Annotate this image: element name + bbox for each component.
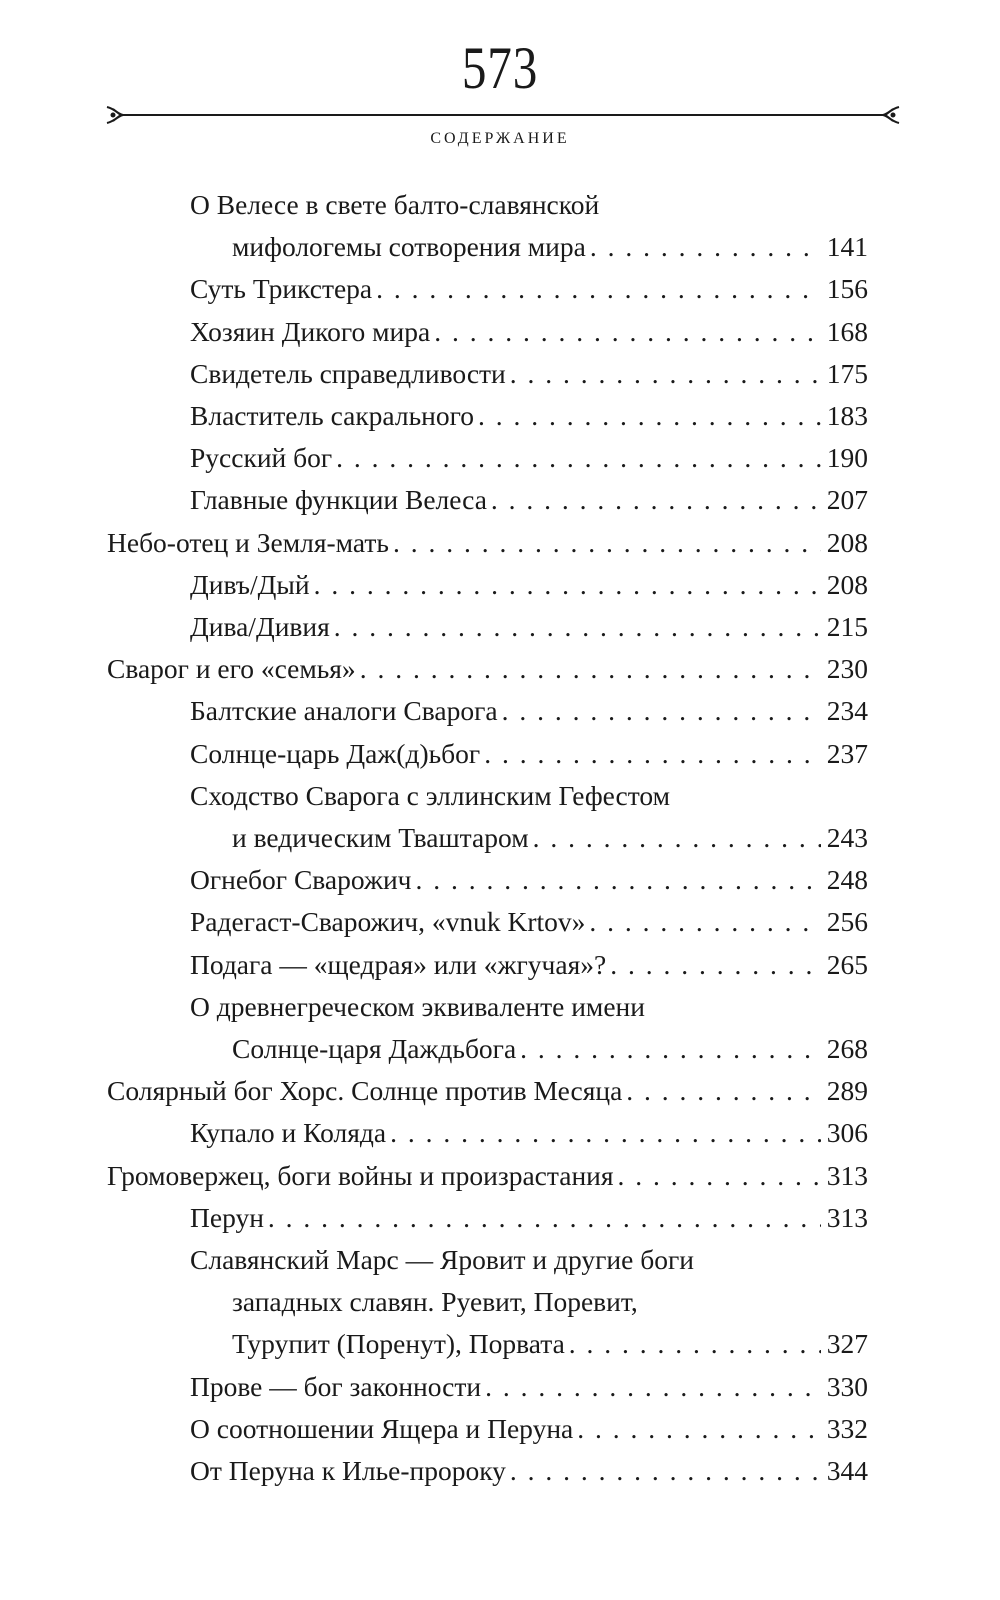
toc-entry-title: Славянский Марс — Яровит и другие боги (190, 1244, 694, 1275)
dot-leader (416, 860, 821, 900)
dot-leader (434, 312, 821, 352)
toc-entry-title: О древнегреческом эквиваленте имени (190, 990, 645, 1022)
toc-entry-title: Громовержец, боги войны и произрастания (107, 1159, 614, 1191)
dot-leader (390, 1113, 821, 1153)
toc-page-number: 327 (826, 1328, 868, 1360)
toc-page-number: 208 (826, 568, 868, 600)
toc-page-number: 289 (826, 1075, 868, 1107)
dot-leader (268, 1198, 821, 1238)
dot-leader (376, 269, 821, 309)
toc-entry-title: О Велесе в свете балто-славянской (190, 189, 600, 220)
toc-page-number: 313 (826, 1201, 868, 1233)
dot-leader (491, 480, 821, 520)
toc-entry (0, 1156, 1000, 1198)
toc-entry (0, 987, 1000, 1071)
toc-entry-title: и ведическим Тваштаром (232, 821, 529, 853)
dot-leader (314, 565, 821, 605)
dot-leader (502, 691, 821, 731)
toc-page-number: 215 (826, 611, 868, 642)
toc-page-number: 168 (826, 315, 868, 347)
toc-entry (0, 1409, 1000, 1451)
toc-entry (0, 185, 1000, 269)
toc-entry (0, 776, 1000, 860)
toc-entry-title: Прове — бог законности (190, 1370, 482, 1402)
toc-entry-title: Небо-отец и Земля-мать (107, 526, 389, 558)
dot-leader (577, 1409, 821, 1449)
toc-entry (0, 691, 1000, 733)
dot-leader (478, 396, 821, 436)
toc-entry-title: Свидетель справедливости (190, 357, 506, 389)
dot-leader (626, 1071, 820, 1111)
toc-entry (0, 734, 1000, 776)
toc-entry (0, 354, 1000, 396)
toc-page-number: 230 (826, 653, 868, 685)
toc-page-number: 330 (826, 1370, 868, 1402)
toc-page-number: 141 (826, 231, 868, 263)
toc-entry (0, 1113, 1000, 1155)
dot-leader (520, 1029, 821, 1069)
toc-entry (0, 565, 1000, 607)
toc-entry-title: О соотношении Ящера и Перуна (190, 1412, 574, 1444)
toc-entry-title: Дива/Дивия (190, 611, 330, 642)
toc-entry (0, 1071, 1000, 1113)
toc-page-number: 256 (826, 906, 868, 938)
toc-page-number: 156 (826, 273, 868, 305)
dot-leader (589, 902, 820, 942)
toc-entry (0, 438, 1000, 480)
toc-entry (0, 312, 1000, 354)
toc-entry-title: Солнце-царь Даж(д)ьбог (190, 737, 481, 769)
dot-leader (510, 1451, 821, 1491)
dot-leader (334, 607, 821, 647)
toc-entry (0, 396, 1000, 438)
toc-page-number: 208 (826, 526, 868, 558)
toc-page-number: 175 (826, 357, 868, 389)
header-rule-ornament-icon (103, 103, 903, 127)
dot-leader (510, 354, 821, 394)
toc-page-number: 183 (826, 400, 868, 431)
toc-entry-title: Солнце-царя Даждьбога (232, 1032, 517, 1064)
toc-entry-title: Сварог и его «семья» (107, 653, 356, 685)
toc-entry (0, 607, 1000, 649)
dot-leader (336, 438, 821, 478)
dot-leader (484, 734, 821, 774)
dot-leader (610, 945, 821, 985)
toc-page-number: 306 (826, 1117, 868, 1149)
dot-leader (618, 1156, 821, 1196)
toc-page-number: 248 (826, 864, 868, 896)
toc-entry-title: Подага — «щедрая» или «жгучая»? (190, 948, 607, 980)
dot-leader (485, 1367, 821, 1407)
toc-page-number: 313 (826, 1159, 868, 1191)
toc-entry-title: западных славян. Руевит, Поревит, (232, 1286, 638, 1318)
toc-page-number: 332 (826, 1412, 868, 1444)
page-number: 573 (461, 35, 539, 101)
toc-entry-title: Турупит (Поренут), Порвата (232, 1328, 565, 1360)
toc-page-number: 237 (826, 737, 868, 769)
toc-page-number: 234 (826, 695, 868, 727)
toc-page-number: 207 (826, 484, 868, 516)
toc-entry (0, 860, 1000, 902)
dot-leader (590, 227, 821, 267)
toc-entry (0, 1198, 1000, 1240)
toc-page-number: 268 (826, 1032, 868, 1064)
toc-entry (0, 649, 1000, 691)
toc-entry-title: Огнебог Сварожич (190, 864, 412, 896)
toc-entry-title: мифологемы сотворения мира (232, 231, 586, 263)
toc-entry-title: Балтские аналоги Сварога (190, 695, 498, 727)
toc-entry-title: От Перуна к Илье-пророку (190, 1455, 506, 1486)
toc-page-number: 265 (826, 948, 868, 980)
dot-leader (569, 1324, 821, 1364)
toc-entry-title: Солярный бог Хорс. Солнце против Месяца (107, 1075, 623, 1107)
toc-entry-title: Дивъ/Дый (190, 568, 310, 600)
toc-entry-title: Перун (190, 1201, 264, 1233)
toc-entry (0, 902, 1000, 944)
toc-page-number: 243 (826, 821, 868, 853)
toc-entry-title: Главные функции Велеса (190, 484, 487, 516)
dot-leader (393, 523, 821, 563)
toc-page-number: 190 (826, 442, 868, 474)
toc-entry (0, 945, 1000, 987)
dot-leader (533, 818, 821, 858)
toc-entry (0, 269, 1000, 311)
toc-entry-title: Суть Трикстера (190, 273, 373, 305)
toc-entry-title: Властитель сакрального (190, 400, 474, 431)
toc-entry-title: Радегаст-Сварожич, «vnuk Krtov» (190, 906, 586, 938)
toc-entry (0, 1240, 1000, 1367)
toc-entry-title: Русский бог (190, 442, 333, 474)
toc-page-number: 344 (826, 1455, 868, 1486)
toc-entry-title: Купало и Коляда (190, 1117, 387, 1149)
toc-entry (0, 1451, 1000, 1493)
dot-leader (360, 649, 821, 689)
section-title: СОДЕРЖАНИЕ (430, 130, 570, 147)
toc-entry (0, 480, 1000, 522)
toc-entry (0, 523, 1000, 565)
toc-entry-title: Сходство Сварога с эллинским Гефестом (190, 779, 671, 811)
toc-entry (0, 1367, 1000, 1409)
toc-entry-title: Хозяин Дикого мира (190, 315, 431, 347)
